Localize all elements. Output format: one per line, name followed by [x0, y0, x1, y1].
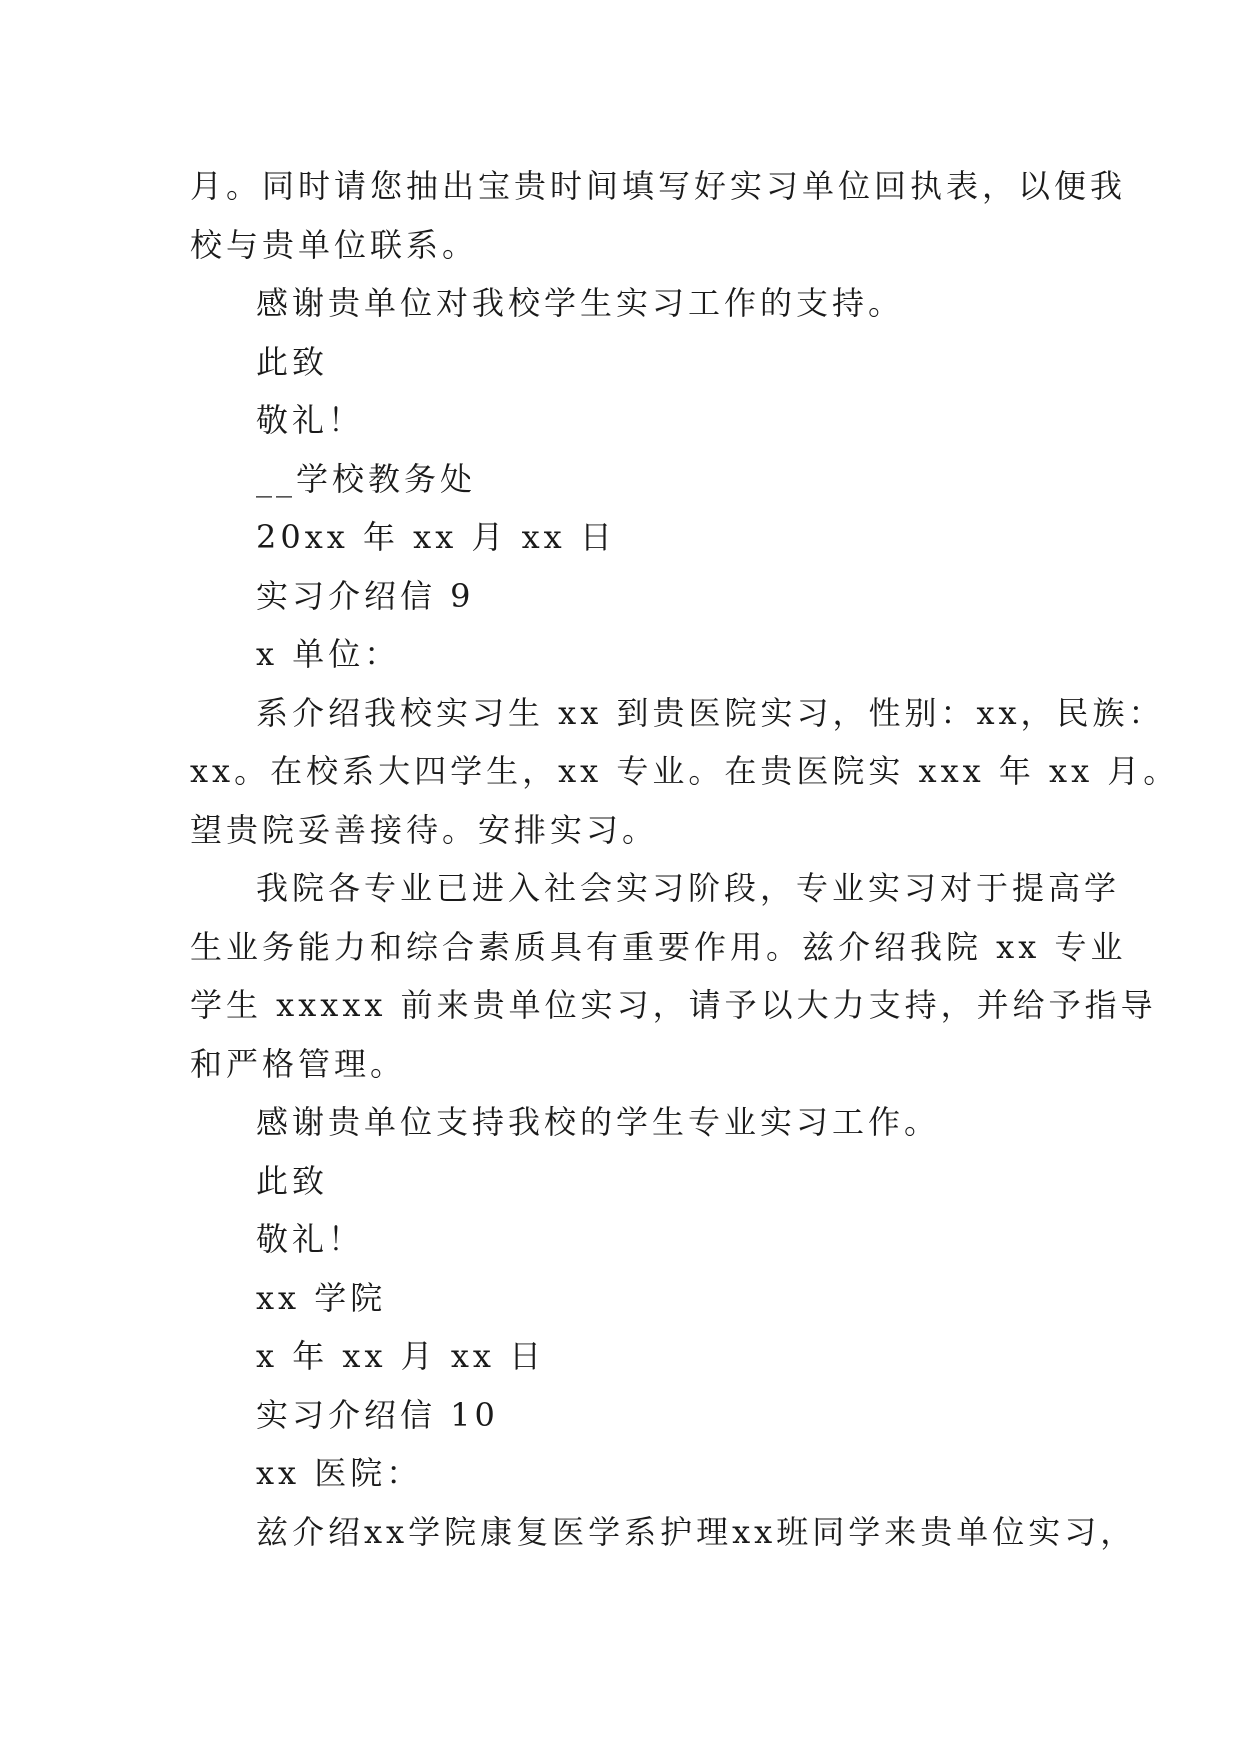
text-line: __学校教务处: [256, 459, 477, 498]
text-line: 感谢贵单位对我校学生实习工作的支持。: [256, 284, 905, 322]
text-line: 兹介绍xx学院康复医学系护理xx班同学来贵单位实习，: [256, 1512, 1137, 1551]
text-line: 校与贵单位联系。: [190, 225, 479, 264]
text-line: xx 医院：: [256, 1454, 423, 1492]
text-line: xx 学院: [256, 1278, 387, 1317]
text-line: 实习介绍信 10: [256, 1395, 499, 1434]
text-line: 敬礼！: [256, 401, 365, 439]
document-body: [190, 157, 1180, 1561]
text-line: 月。同时请您抽出宝贵时间填写好实习单位回执表，以便我: [190, 167, 1127, 205]
text-line: 20xx 年 xx 月 xx 日: [256, 518, 616, 556]
text-line: 此致: [256, 342, 329, 381]
text-line: 敬礼！: [256, 1220, 365, 1258]
text-line: 我院各专业已进入社会实习阶段，专业实习对于提高学: [256, 869, 1121, 907]
text-line: xx。在校系大四学生，xx 专业。在贵医院实 xxx 年 xx 月。: [190, 752, 1180, 790]
text-line: 此致: [256, 1161, 329, 1200]
text-line: 望贵院妥善接待。安排实习。: [190, 810, 659, 849]
text-line: 和严格管理。: [190, 1044, 407, 1083]
text-line: 学生 xxxxx 前来贵单位实习，请予以大力支持，并给予指导: [190, 986, 1157, 1024]
text-line: 生业务能力和综合素质具有重要作用。兹介绍我院 xx 专业: [190, 927, 1127, 966]
text-line: x 单位：: [256, 635, 401, 673]
text-line: 实习介绍信 9: [256, 576, 475, 615]
text-line: 感谢贵单位支持我校的学生专业实习工作。: [256, 1103, 941, 1141]
text-line: x 年 xx 月 xx 日: [256, 1337, 546, 1375]
text-line: 系介绍我校实习生 xx 到贵医院实习，性别：xx，民族：: [256, 693, 1165, 732]
